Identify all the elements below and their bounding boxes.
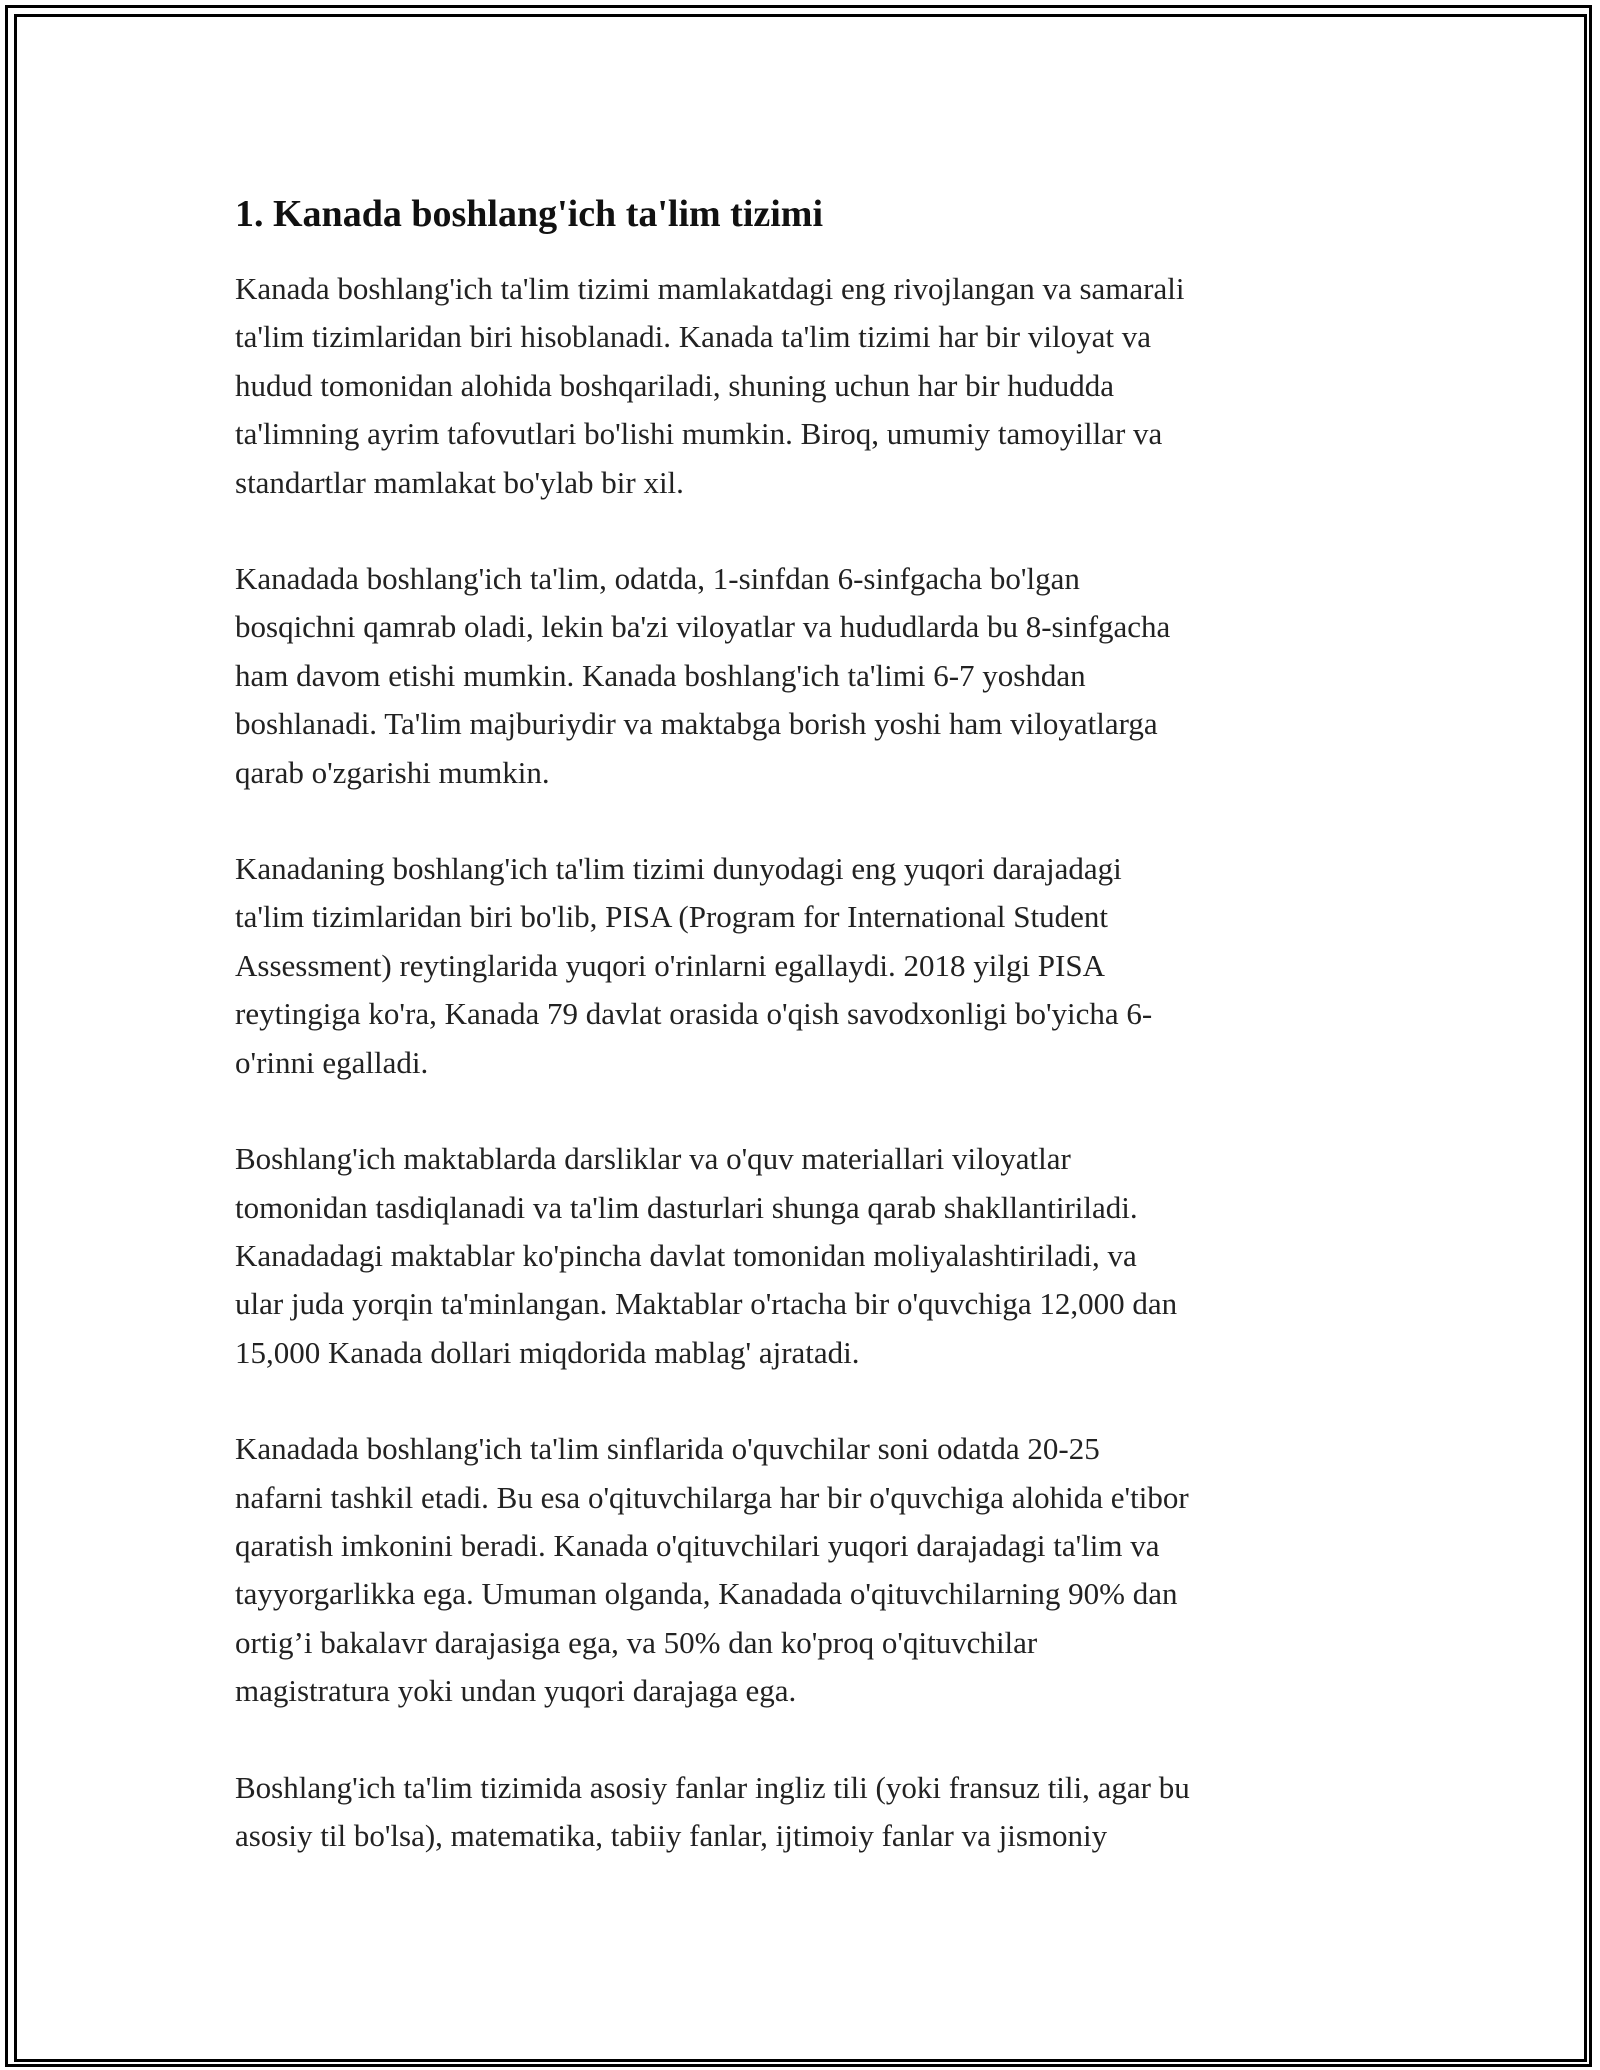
paragraph-line: hudud tomonidan alohida boshqariladi, shuning uchun har bir hududda [235,367,1115,403]
paragraph [235,1764,1375,1861]
paragraph-line: asosiy til bo'lsa), matematika, tabiiy fanlar, ijtimoiy fanlar va jismoniy [235,1817,1108,1853]
paragraph [235,845,1375,1087]
paragraph-line: Kanadaning boshlang'ich ta'lim tizimi dunyodagi eng yuqori darajadagi [235,851,1122,887]
paragraph-line: reytingiga ko'ra, Kanada 79 davlat orasida o'qish savodxonligi bo'yicha 6- [235,996,1153,1032]
paragraph-line: standartlar mamlakat bo'ylab bir xil. [235,464,684,500]
paragraph-line: ortig’i bakalavr darajasiga ega, va 50% dan ko'proq o'qituvchilar [235,1624,1038,1660]
document-body [235,185,1375,1908]
paragraph-line: Assessment) reytinglarida yuqori o'rinlarni egallaydi. 2018 yilgi PISA [235,947,1105,983]
paragraph-line: qarab o'zgarishi mumkin. [235,754,550,790]
paragraph-list [235,265,1375,1860]
paragraph-line: ta'lim tizimlaridan biri hisoblanadi. Kanada ta'lim tizimi har bir viloyat va [235,319,1151,355]
paragraph-line: ta'lim tizimlaridan biri bo'lib, PISA (Program for International Student [235,899,1108,935]
paragraph-line: tomonidan tasdiqlanadi va ta'lim dasturlari shunga qarab shakllantiriladi. [235,1189,1138,1225]
paragraph-line: ular juda yorqin ta'minlangan. Maktablar o'rtacha bir o'quvchiga 12,000 dan [235,1286,1178,1322]
section-heading: 1. Kanada boshlang'ich ta'lim tizimi [235,193,824,235]
paragraph-line: boshlanadi. Ta'lim majburiydir va maktabga borish yoshi ham viloyatlarga [235,706,1158,742]
paragraph-line: 15,000 Kanada dollari miqdorida mablag' ajratadi. [235,1334,860,1370]
paragraph-line: Kanadada boshlang'ich ta'lim sinflarida o'quvchilar soni odatda 20-25 [235,1431,1100,1467]
paragraph-line: magistratura yoki undan yuqori darajaga ega. [235,1673,797,1709]
paragraph-line: Boshlang'ich maktablarda darsliklar va o'quv materiallari viloyatlar [235,1141,1071,1177]
paragraph-line: ta'limning ayrim tafovutlari bo'lishi mumkin. Biroq, umumiy tamoyillar va [235,416,1163,452]
paragraph [235,265,1375,507]
paragraph-line: ham davom etishi mumkin. Kanada boshlang'ich ta'limi 6-7 yoshdan [235,657,1086,693]
paragraph [235,1425,1375,1715]
paragraph-line: Kanada boshlang'ich ta'lim tizimi mamlakatdagi eng rivojlangan va samarali [235,271,1185,306]
paragraph-line: nafarni tashkil etadi. Bu esa o'qituvchilarga har bir o'quvchiga alohida e'tibor [235,1479,1189,1515]
paragraph [235,555,1375,797]
paragraph-line: Kanadada boshlang'ich ta'lim, odatda, 1-sinfdan 6-sinfgacha bo'lgan [235,561,1080,597]
paragraph-line: tayyorgarlikka ega. Umuman olganda, Kanadada o'qituvchilarning 90% dan [235,1576,1178,1612]
paragraph-line: bosqichni qamrab oladi, lekin ba'zi viloyatlar va hududlarda bu 8-sinfgacha [235,609,1171,645]
paragraph-line: Kanadadagi maktablar ko'pincha davlat tomonidan moliyalashtiriladi, va [235,1237,1137,1273]
paragraph [235,1135,1375,1377]
paragraph-line: o'rinni egalladi. [235,1044,429,1080]
paragraph-line: Boshlang'ich ta'lim tizimida asosiy fanlar ingliz tili (yoki fransuz tili, agar bu [235,1769,1190,1805]
paragraph-line: qaratish imkonini beradi. Kanada o'qituvchilari yuqori darajadagi ta'lim va [235,1527,1160,1563]
